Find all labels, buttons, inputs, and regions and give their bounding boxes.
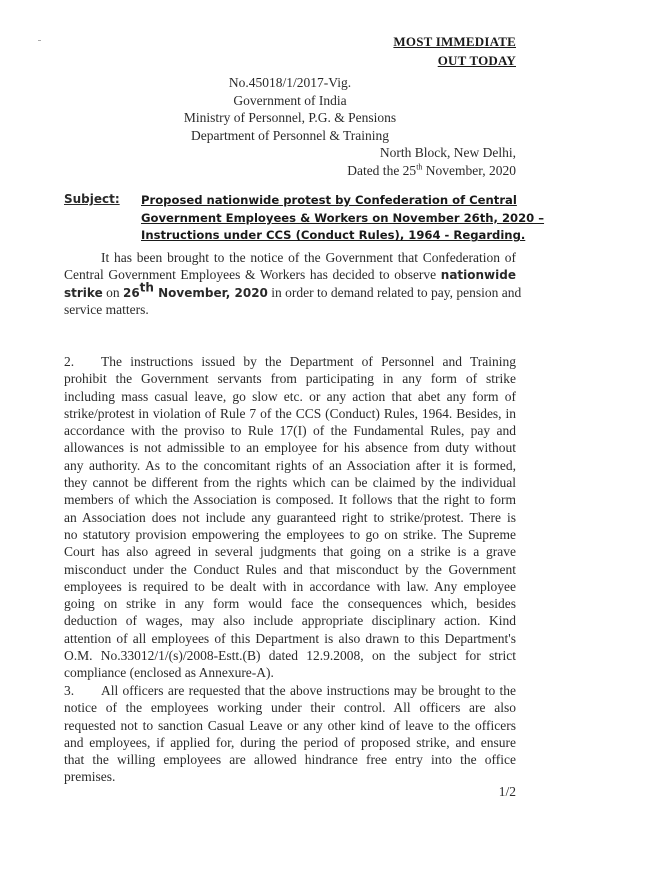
- paragraph-line: [64, 422, 516, 439]
- text-segment: on: [102, 284, 123, 300]
- text-segment: attention of all employees of this Department is also drawn to this Department's: [64, 630, 516, 646]
- paragraph-line: [64, 249, 516, 266]
- scan-speck: [38, 40, 41, 41]
- paragraph-line: [64, 280, 522, 301]
- bold-text: nationwide: [440, 268, 516, 283]
- paragraph-line: [64, 751, 516, 768]
- paragraph-line: [64, 699, 516, 716]
- government-name: Government of India: [233, 92, 347, 108]
- paragraph-line: [64, 439, 516, 456]
- bold-text: November, 2020: [153, 285, 268, 300]
- text-segment: strike/protest in violation of Rule 7 of the CCS (Conduct) Rules, 1964. Besides, in: [64, 405, 516, 421]
- priority-out-today: OUT TODAY: [437, 53, 516, 68]
- text-segment: allowances is not admissible to an employee for his absence from duty without: [64, 440, 516, 456]
- paragraph-2: [64, 353, 516, 682]
- paragraph-line: [64, 353, 516, 370]
- date-month-year: November, 2020: [422, 162, 516, 178]
- letterhead: [140, 74, 440, 144]
- text-segment: Court has also agreed in several judgments that going on a strike is a grave: [64, 544, 516, 560]
- text-segment: accordance with the proviso to Rule 17(I) of the Fundamental Rules, pay and: [64, 423, 516, 439]
- subject-text: [141, 192, 545, 245]
- text-segment: members of which the Association is composed. It follows that the right to form: [64, 492, 516, 508]
- paragraph-line: [64, 630, 516, 647]
- paragraph-line: [64, 734, 516, 751]
- text-segment: premises.: [64, 769, 116, 785]
- paragraph-line: [64, 509, 516, 526]
- date-day: Dated the 25: [347, 162, 417, 178]
- paragraph-1: [64, 249, 522, 318]
- bold-text: strike: [64, 285, 103, 300]
- text-segment: Central Government Employees & Workers has decided to observe: [64, 267, 441, 283]
- subject-label: Subject:: [64, 192, 120, 206]
- paragraph-number: 3.: [64, 683, 75, 698]
- text-segment: compliance (enclosed as Annexure-A).: [64, 665, 274, 681]
- paragraph-line: [64, 595, 516, 612]
- place: North Block, New Delhi,: [379, 145, 516, 160]
- place-date: [347, 144, 516, 179]
- text-segment: requested not to sanction Casual Leave or any other kind of leave to the officers: [64, 717, 516, 733]
- bold-text: th: [139, 280, 154, 295]
- paragraph-line: [64, 717, 516, 734]
- paragraph-line: [64, 612, 516, 629]
- text-segment: misconduct under the Conduct Rules and that misconduct by the Government: [64, 561, 516, 577]
- text-segment: any authority. As to the concomitant rights of an Association after it is formed,: [64, 457, 516, 473]
- paragraph-line: [64, 405, 516, 422]
- text-segment: they cannot be different from the rights which can be claimed by the individual: [64, 475, 516, 491]
- date: [347, 162, 516, 180]
- text-segment: including mass casual leave, go slow etc. or any action that abet any form of: [64, 388, 516, 404]
- paragraph-line: [64, 526, 516, 543]
- subject-line: Instructions under CCS (Conduct Rules), 1964 - Regarding.: [141, 228, 526, 243]
- paragraph-line: [64, 474, 516, 491]
- paragraph-3: [64, 682, 516, 786]
- paragraph-line: [64, 543, 516, 560]
- text-segment: The instructions issued by the Department of Personnel and Training: [101, 354, 516, 369]
- text-segment: and employees, if applied for, during the period of proposed strike, and ensure: [64, 734, 516, 750]
- paragraph-line: [64, 266, 516, 283]
- paragraph-line: [64, 768, 516, 785]
- paragraph-line: [64, 647, 516, 664]
- text-segment: All officers are requested that the above instructions may be brought to the: [101, 683, 516, 698]
- text-segment: deduction of wages, may also include appropriate disciplinary action. Kind: [64, 613, 516, 629]
- paragraph-line: [64, 388, 516, 405]
- subject-line: Government Employees & Workers on November 26th, 2020 –: [141, 210, 545, 225]
- text-segment: going on strike in any form would face the consequences which, besides: [64, 596, 516, 612]
- department-name: Department of Personnel & Training: [191, 127, 389, 143]
- date-sup: th: [416, 162, 423, 171]
- text-segment: an Association does not include any guaranteed right to strike/protest. There is: [64, 509, 516, 525]
- text-segment: employees is required to be dealt with in accordance with law. Any employee: [64, 578, 516, 594]
- paragraph-line: [64, 664, 516, 681]
- text-segment: O.M. No.33012/1/(s)/2008-Estt.(B) dated 12.9.2008, on the subject for strict: [64, 648, 516, 664]
- text-segment: service matters.: [64, 301, 149, 317]
- paragraph-line: [64, 370, 516, 387]
- bold-text: 26: [122, 285, 140, 300]
- page-number: 1/2: [498, 784, 516, 799]
- file-number: No.45018/1/2017-Vig.: [228, 75, 352, 90]
- paragraph-line: [64, 578, 516, 595]
- text-segment: no statutory provision empowering the employees to go on strike. The Supreme: [64, 526, 516, 542]
- ministry-name: Ministry of Personnel, P.G. & Pensions: [183, 110, 397, 125]
- paragraph-line: [64, 682, 516, 699]
- paragraph-line: [64, 561, 516, 578]
- text-segment: prohibit the Government servants from participating in any form of strike: [64, 371, 516, 387]
- paragraph-line: [64, 457, 516, 474]
- paragraph-line: [64, 491, 516, 508]
- priority-most-immediate: MOST IMMEDIATE: [393, 34, 516, 49]
- text-segment: It has been brought to the notice of the Government that Confederation of: [101, 250, 516, 265]
- text-segment: in order to demand related to pay, pension and: [267, 284, 522, 300]
- paragraph-line: [64, 301, 516, 318]
- text-segment: that the willing employees are allowed hindrance free entry into the office: [64, 752, 516, 768]
- paragraph-number: 2.: [64, 354, 75, 369]
- text-segment: notice of the employees working under their control. All officers are also: [64, 700, 516, 716]
- subject-line: Proposed nationwide protest by Confederation of Central: [141, 193, 517, 207]
